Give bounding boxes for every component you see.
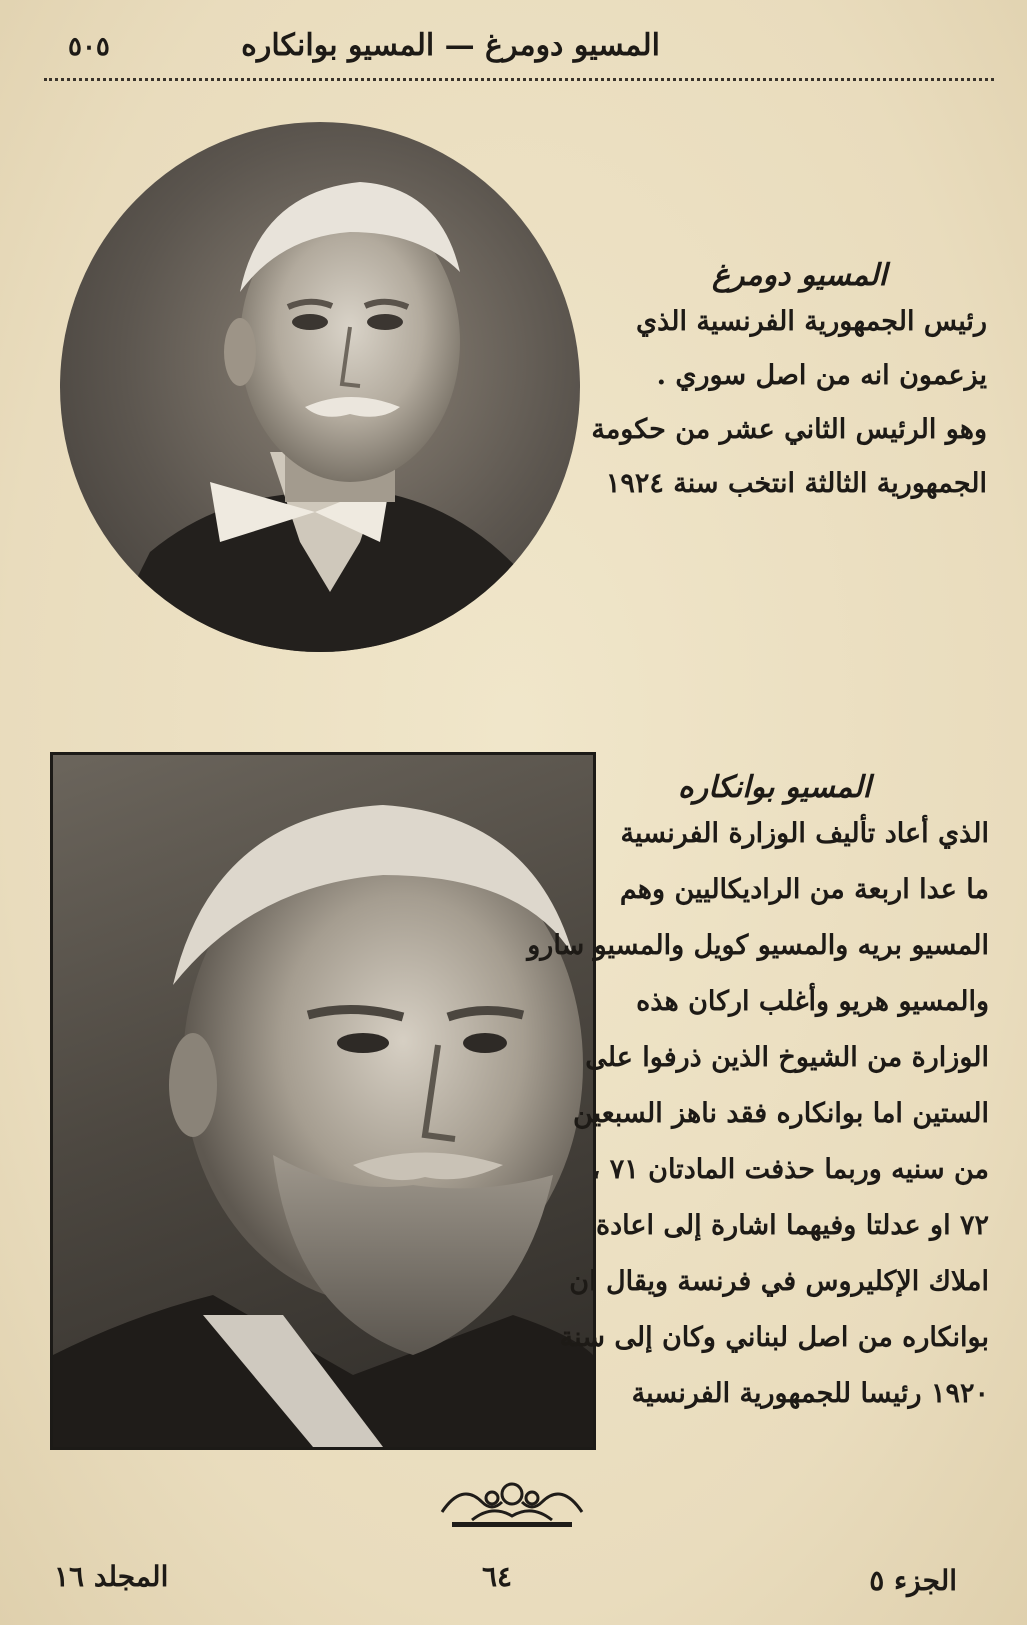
caption-line: رئيس الجمهورية الفرنسية الذي: [635, 306, 987, 337]
running-title: المسيو دومرغ — المسيو بوانكاره: [241, 28, 660, 63]
caption-line: المسيو بريه والمسيو كويل والمسيو سارو: [527, 930, 989, 961]
caption-line: وهو الرئيس الثاني عشر من حكومة: [591, 414, 987, 445]
caption-line: يزعمون انه من اصل سوري .: [656, 360, 987, 391]
page-footer: [0, 1560, 1027, 1600]
caption-line: بوانكاره من اصل لبناني وكان إلى سنة: [559, 1322, 989, 1353]
caption-line: الوزارة من الشيوخ الذين ذرفوا على: [585, 1042, 989, 1073]
caption-line: املاك الإكليروس في فرنسة ويقال ان: [569, 1266, 989, 1297]
caption-line: من سنيه وربما حذفت المادتان ٧١ ،: [591, 1154, 989, 1185]
caption-poincare: [527, 770, 989, 1435]
caption-line: الذي أعاد تأليف الوزارة الفرنسية: [620, 818, 989, 849]
caption-line: والمسيو هريو وأغلب اركان هذه: [636, 986, 989, 1017]
caption-doumergue: [591, 258, 987, 523]
ornament-flourish-icon: [432, 1472, 592, 1532]
footer-page-number: ٦٤: [482, 1560, 513, 1593]
caption-line: الجمهورية الثالثة انتخب سنة ١٩٢٤: [605, 468, 987, 499]
caption-line: ١٩٢٠ رئيسا للجمهورية الفرنسية: [631, 1378, 989, 1409]
page-header: [40, 22, 990, 72]
header-divider: [44, 78, 994, 81]
caption-line: ٧٢ او عدلتا وفيهما اشارة إلى اعادة: [596, 1210, 989, 1241]
caption-title: المسيو بوانكاره: [677, 770, 871, 805]
portrait-doumergue: [60, 122, 580, 652]
footer-volume: المجلد ١٦: [54, 1560, 169, 1593]
footer-part: الجزء ٥: [869, 1564, 957, 1597]
caption-line: ما عدا اربعة من الراديكاليين وهم: [619, 874, 989, 905]
portrait-poincare: [50, 752, 596, 1450]
page-number-top: ٥٠٥: [68, 32, 110, 62]
caption-title: المسيو دومرغ: [712, 258, 887, 293]
caption-line: الستين اما بوانكاره فقد ناهز السبعين: [573, 1098, 989, 1129]
